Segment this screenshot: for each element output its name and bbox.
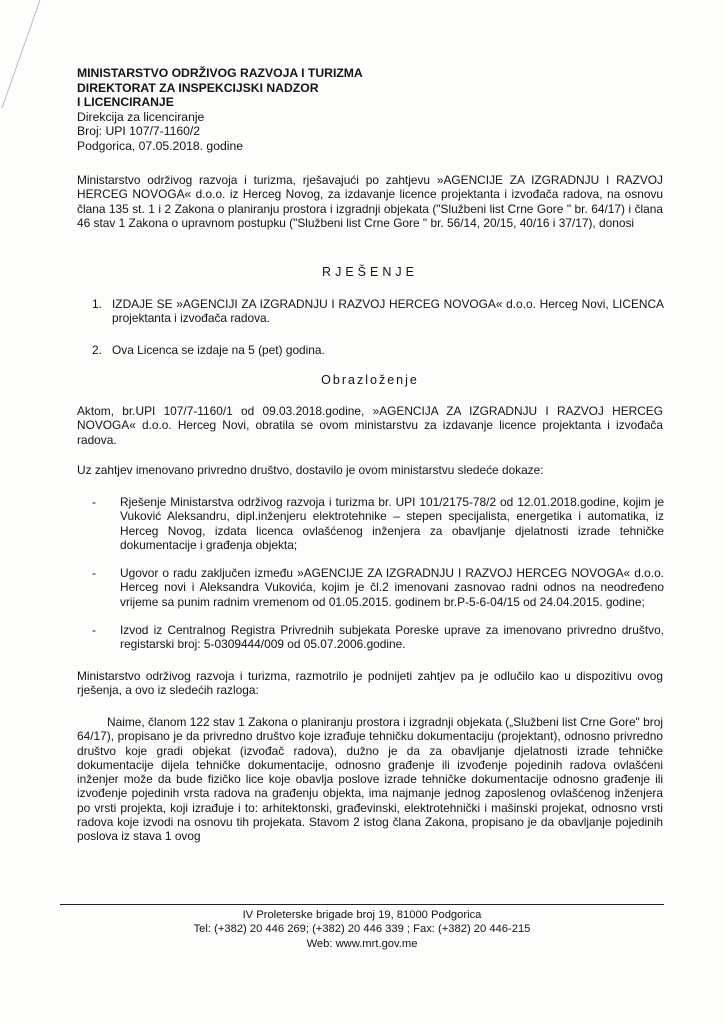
evidence-bullet: - [92,566,96,580]
scan-edge-mark [0,0,60,110]
paragraph-evidence-intro: Uz zahtjev imenovano privredno društvo, dostavilo je ovom ministarstvu sledeće dokaze: [77,463,544,477]
decision-item [92,297,664,326]
evidence-bullet: - [92,495,96,509]
paragraph-legal-basis: Naime, članom 122 stav 1 Zakona o planiranju prostora i izgradnji objekata („Službeni list Crne Gore" broj 64/17), propisano je da privredno društvo koje izrađuje tehničku dokumentaciju (projektant), odnosno privredno društvo koje gradi objekat (izvođač radova), dužno je da za obavljanje djelatnosti izrade tehničke dokumentacije dijela tehničke dokumentacije, odnosno građenje ili izvođenje pojedinih radova ovlašćeni inženjer može da bude fizičko lice koje obavlja poslove izrade tehničke dokumentacije odnosno građenje ili izvođenje pojedinih vrsta radova na građenju objekta, ima najmanje jednog zaposlenog ovlašćenog inženjera po vrsti projekta, koji izrađuje i to: arhitektonski, građevinski, elektrotehnički i mašinski projekat, odnosno vrsti radova koje izvodi na osnovu tih projekata. Stavom 2 istog člana Zakona, propisano je da obavljanje pojedinih poslova iz stava 1 ovog [77,715,663,844]
ministry-name: MINISTARSTVO ODRŽIVOG RAZVOJA I TURIZMA [77,66,363,80]
evidence-text: Ugovor o radu zaključen između »AGENCIJE ZA IZGRADNJU I RAZVOJ HERCEG NOVOGA« d.o.o. Herceg novi i Aleksandra Vukovića, kojim je čl.2 imenovani zasnovao radni odnos na neodređeno vrijeme sa punim radnim vremenom od 01.05.2015. godinem br.P-5-6-04/15 od 24.04.2015. godine; [120,566,664,609]
footer [60,908,664,951]
place-date: Podgorica, 07.05.2018. godine [77,138,244,153]
department-name: Direkcija za licenciranje [77,109,205,124]
paragraph-consideration: Ministarstvo održivog razvoja i turizma, razmotrilo je podnijeti zahtjev pa je odlučilo kao u dispozitivu ovog rješenja, a ovo iz sledećih razloga: [77,669,663,698]
letterhead [77,66,497,154]
decision-item-number: 1. [92,297,102,311]
evidence-text: Izvod iz Centralnog Registra Privrednih subjekata Poreske uprave za imenovano privredno društvo, registarski broj: 5-0309444/009 od 05.07.2006.godine. [120,623,664,652]
footer-phones: Tel: (+382) 20 446 269; (+382) 20 446 339 ; Fax: (+382) 20 446-215 [193,923,531,936]
footer-web: Web: www.mrt.gov.me [306,937,418,950]
evidence-item [92,495,664,552]
directorate-name-cont: I LICENCIRANJE [77,95,174,110]
evidence-text: Rješenje Ministarstva održivog razvoja i turizma br. UPI 101/2175-78/2 od 12.01.2018.godine, kojim je Vuković Aleksandru, dipl.inženjeru elektrotehnike – stepen specijalista, energetika i automatika, iz Herceg Novog, izdata licenca ovlašćenog inženjera za obavljanje djelatnosti izrade tehničke dokumentacije i građenja objekta; [120,495,664,552]
decision-item-text: IZDAJE SE »AGENCIJI ZA IZGRADNJU I RAZVOJ HERCEG NOVOGA« d.o.o. Herceg Novi, LICENCA projektanta i izvođača radova. [112,297,664,326]
decision-item-text: Ova Licenca se izdaje na 5 (pet) godina. [112,343,325,357]
footer-address: IV Proleterske brigade broj 19, 81000 Podgorica [242,909,482,921]
footer-divider [60,904,664,905]
decision-item-number: 2. [92,343,102,357]
decision-item [92,343,664,357]
paragraph-request: Aktom, br.UPI 107/7-1160/1 od 09.03.2018.godine, »AGENCIJA ZA IZGRADNJU I RAZVOJ HERCEG NOVOGA« d.o.o. Herceg Novi, obratila se ovom ministarstvu za izdavanje licence projektanta i izvođača radova. [77,404,663,447]
reference-number: Broj: UPI 107/7-1160/2 [77,124,201,139]
decision-title: RJEŠENJE [322,265,418,279]
evidence-item [92,623,664,652]
directorate-name: DIREKTORAT ZA INSPEKCIJSKI NADZOR [77,80,319,95]
evidence-item [92,566,664,609]
reasoning-title: Obrazloženje [321,373,419,387]
evidence-bullet: - [92,623,96,637]
intro-paragraph: Ministarstvo održivog razvoja i turizma, rješavajući po zahtjevu »AGENCIJE ZA IZGRADNJU I RAZVOJ HERCEG NOVOGA« d.o.o. iz Herceg Novog, za izdavanje licence projektanta i izvođača radova, na osnovu člana 135 st. 1 i 2 Zakona o planiranju prostora i izgradnji objekata ("Službeni list Crne Gore " br. 64/17) i člana 46 stav 1 Zakona o upravnom postupku ("Službeni list Crne Gore " br. 56/14, 20/15, 40/16 i 37/17), donosi [77,173,663,230]
